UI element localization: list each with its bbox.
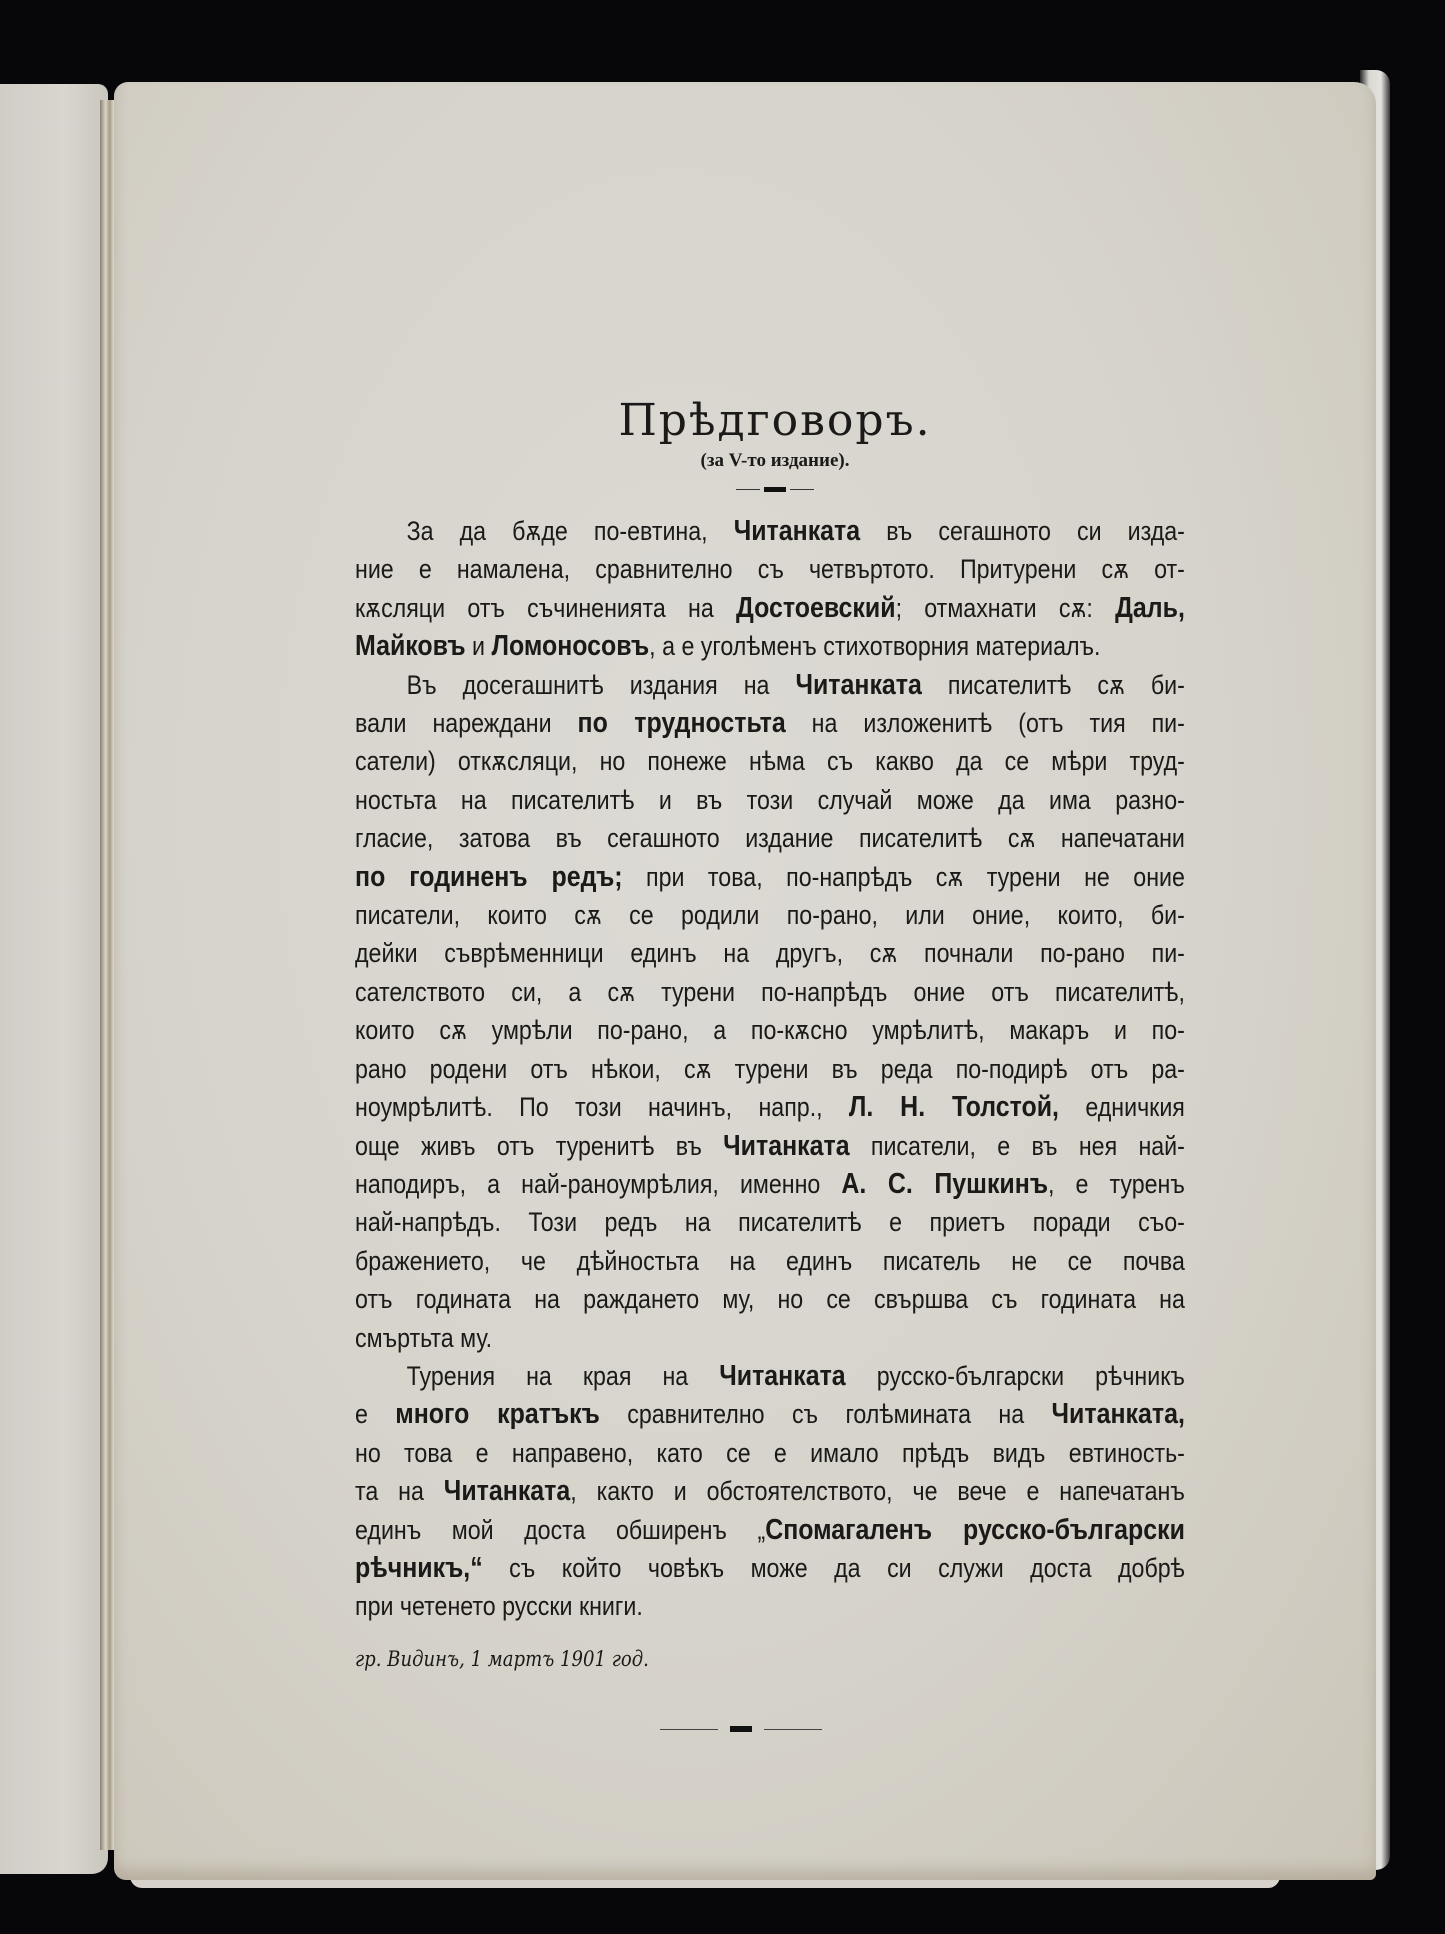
text-line: рѣчникъ,“ съ който човѣкъ може да си служи доста добрѣ (355, 1551, 1185, 1584)
text-line: наподиръ, а най-раноумрѣлия, именно А. С. Пушкинъ, е туренъ (355, 1167, 1185, 1200)
text-line: най-напрѣдъ. Този редъ на писателитѣ е приетъ поради съо- (355, 1207, 1185, 1238)
text-line: отъ годината на раждането му, но се свършва съ годината на (355, 1284, 1185, 1315)
page-subtitle: (за V-то издание). (700, 450, 850, 471)
text-line: при четенето русски книги. (355, 1591, 643, 1622)
paragraph (355, 512, 1185, 666)
text-line: по годиненъ редъ; при това, по-напрѣдъ сѫ турени не оние (355, 860, 1185, 893)
text-line: ние е намалена, сравнително съ четвъртото. Притурени сѫ от- (355, 554, 1185, 585)
text-line: дейки съврѣменници единъ на другъ, сѫ почнали по-рано пи- (355, 938, 1185, 969)
left-page-edge (0, 84, 108, 1874)
body-text (355, 512, 1185, 1678)
paragraph (355, 1357, 1185, 1626)
text-line: още живъ отъ туренитѣ въ Читанката писатели, е въ нея най- (355, 1129, 1185, 1162)
text-line: гласие, затова въ сегашното издание писателитѣ сѫ напечатани (355, 823, 1185, 854)
ornament-divider (365, 484, 1185, 494)
text-line: сатели) откѫсляци, но понеже нѣма съ какво да се мѣри труд- (355, 746, 1185, 777)
text-line: смъртьта му. (355, 1322, 493, 1353)
signature-line: гр. Видинъ, 1 мартъ 1901 год. (355, 1646, 649, 1671)
book-gutter (100, 100, 114, 1850)
text-line: единъ мой доста обширенъ „Спомагаленъ русско-български (355, 1513, 1185, 1546)
text-line: За да бѫде по-евтина, Читанката въ сегашното си изда- (406, 515, 1185, 547)
text-line: Въ досегашнитѣ издания на Читанката писателитѣ сѫ би- (406, 668, 1185, 701)
text-line: рано родени отъ нѣкои, сѫ турени въ реда по-подирѣ отъ ра- (355, 1053, 1185, 1084)
text-line: е много кратъкъ сравнително съ голѣмината на Читанката, (355, 1398, 1185, 1431)
text-line: но това е направено, като се е имало прѣдъ видъ евтиность- (355, 1437, 1185, 1468)
text-line: сателството си, а сѫ турени по-напрѣдъ оние отъ писателитѣ, (355, 976, 1185, 1007)
end-ornament (660, 1726, 822, 1732)
text-line: писатели, които сѫ се родили по-рано, или оние, които, би- (355, 900, 1185, 931)
text-line: вали нареждани по трудностьта на изложенитѣ (отъ тия пи- (355, 707, 1185, 740)
page-title: Прѣдговоръ. (618, 395, 932, 446)
text-line: Турения на края на Читанката русско-български рѣчникъ (406, 1359, 1185, 1392)
text-line: бражението, че дѣйностьта на единъ писатель не се почва (355, 1245, 1185, 1276)
page-content (355, 395, 1185, 1678)
text-line: та на Читанката, както и обстоятелството, че вече е напечатанъ (355, 1475, 1185, 1508)
text-line: ноумрѣлитѣ. По този начинъ, напр., Л. Н. Толстой, едничкия (355, 1091, 1185, 1124)
text-line: ностьта на писателитѣ и въ този случай може да има разно- (355, 784, 1185, 815)
paragraph (355, 666, 1185, 1357)
text-line: Майковъ и Ломоносовъ, а е уголѣменъ стихотворния материалъ. (355, 630, 1101, 663)
text-line: които сѫ умрѣли по-рано, а по-кѫсно умрѣлитѣ, макаръ и по- (355, 1015, 1185, 1046)
text-line: кѫсляци отъ съчиненията на Достоевский; отмахнати сѫ: Даль, (355, 591, 1185, 624)
